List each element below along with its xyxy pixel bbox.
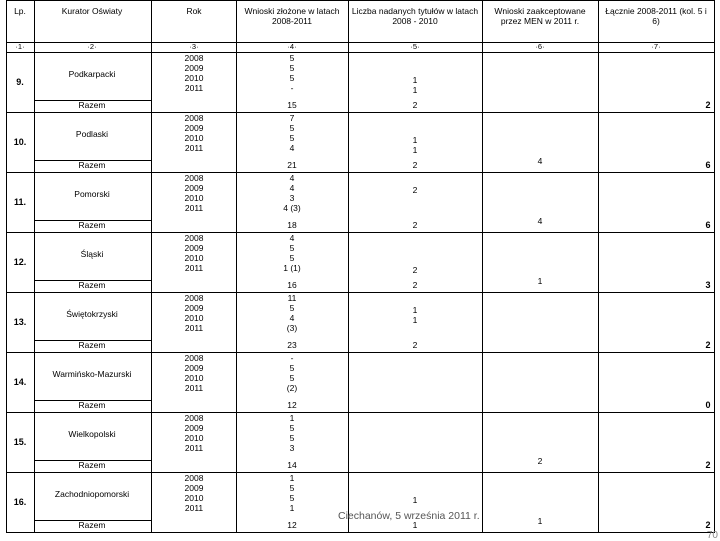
column-border <box>151 0 152 532</box>
column-border <box>34 0 35 532</box>
year-cell: 2009 <box>184 63 204 73</box>
razem-label: Razem <box>78 280 106 290</box>
region-lp: 9. <box>16 77 24 87</box>
granted-cell: 1 <box>412 305 418 315</box>
region-lp: 12. <box>13 257 27 267</box>
total-cell: 0 <box>705 400 711 410</box>
year-cell: 2010 <box>184 133 204 143</box>
column-border <box>598 0 599 532</box>
region-lp: 11. <box>13 197 27 207</box>
granted-sum-cell: 2 <box>412 340 418 350</box>
razem-label: Razem <box>78 220 106 230</box>
year-cell: 2009 <box>184 183 204 193</box>
submitted-cell: 5 <box>289 253 295 263</box>
column-border <box>236 0 237 532</box>
column-number: ·4· <box>287 42 297 51</box>
accepted-cell: 2 <box>537 456 543 466</box>
column-number: ·2· <box>87 42 97 51</box>
year-cell: 2008 <box>184 473 204 483</box>
region-bottom-border <box>6 232 715 233</box>
column-number: ·6· <box>535 42 545 51</box>
accepted-cell: 1 <box>537 276 543 286</box>
column-number: ·3· <box>189 42 199 51</box>
granted-cell: 1 <box>412 135 418 145</box>
submitted-cell: 11 <box>287 293 297 303</box>
razem-label: Razem <box>78 460 106 470</box>
year-cell: 2011 <box>184 83 204 93</box>
number-row-bottom-border <box>6 52 715 53</box>
year-cell: 2008 <box>184 353 204 363</box>
submitted-cell: 4 <box>289 233 295 243</box>
submitted-cell: 1 (1) <box>283 263 301 273</box>
year-cell: 2010 <box>184 253 204 263</box>
submitted-cell: 4 <box>289 173 295 183</box>
region-name: Zachodniopomorski <box>54 489 130 499</box>
column-number: ·7· <box>651 42 661 51</box>
granted-sum-cell: 2 <box>412 280 418 290</box>
region-lp: 14. <box>13 377 27 387</box>
submitted-sum-cell: 14 <box>287 460 297 470</box>
year-cell: 2009 <box>184 243 204 253</box>
granted-cell: 1 <box>412 495 418 505</box>
year-cell: 2011 <box>184 323 204 333</box>
year-cell: 2010 <box>184 493 204 503</box>
year-cell: 2010 <box>184 313 204 323</box>
submitted-sum-cell: 18 <box>287 220 297 230</box>
granted-sum-cell: 2 <box>412 160 418 170</box>
total-cell: 2 <box>705 520 711 530</box>
column-number: ·1· <box>15 42 25 51</box>
year-cell: 2008 <box>184 413 204 423</box>
region-name: Śląski <box>80 249 104 259</box>
column-border <box>482 0 483 532</box>
submitted-cell: 5 <box>289 493 295 503</box>
submitted-cell: 1 <box>289 473 295 483</box>
granted-cell: 1 <box>412 145 418 155</box>
year-cell: 2011 <box>184 443 204 453</box>
column-number: ·5· <box>410 42 420 51</box>
region-lp: 10. <box>13 137 27 147</box>
region-name: Podkarpacki <box>68 69 116 79</box>
region-bottom-border <box>6 172 715 173</box>
total-cell: 2 <box>705 100 711 110</box>
year-cell: 2009 <box>184 363 204 373</box>
region-name: Podlaski <box>75 129 109 139</box>
total-cell: 6 <box>705 220 711 230</box>
accepted-cell: 4 <box>537 216 543 226</box>
granted-cell: 1 <box>412 85 418 95</box>
submitted-cell: - <box>290 353 294 363</box>
year-cell: 2010 <box>184 73 204 83</box>
granted-sum-cell: 1 <box>412 520 418 530</box>
column-header: Liczba nadanych tytułów w latach 2008 - 2010 <box>351 6 479 26</box>
granted-sum-cell: 2 <box>412 220 418 230</box>
submitted-sum-cell: 16 <box>287 280 297 290</box>
submitted-sum-cell: 12 <box>287 520 297 530</box>
column-border <box>6 0 7 532</box>
submitted-cell: 5 <box>289 433 295 443</box>
submitted-sum-cell: 15 <box>287 100 297 110</box>
year-cell: 2011 <box>184 263 204 273</box>
year-cell: 2009 <box>184 123 204 133</box>
column-border <box>348 0 349 532</box>
region-lp: 13. <box>13 317 27 327</box>
region-lp: 16. <box>13 497 27 507</box>
year-cell: 2009 <box>184 483 204 493</box>
column-border <box>714 0 715 532</box>
region-name: Warmińsko-Mazurski <box>52 369 132 379</box>
submitted-cell: 4 (3) <box>283 203 301 213</box>
submitted-cell: 1 <box>289 503 295 513</box>
submitted-cell: 5 <box>289 73 295 83</box>
submitted-cell: 5 <box>289 243 295 253</box>
table-top-border <box>6 0 715 1</box>
accepted-cell: 4 <box>537 156 543 166</box>
submitted-cell: 1 <box>289 413 295 423</box>
year-cell: 2010 <box>184 373 204 383</box>
submitted-cell: 3 <box>289 193 295 203</box>
submitted-sum-cell: 12 <box>287 400 297 410</box>
year-cell: 2008 <box>184 173 204 183</box>
year-cell: 2010 <box>184 433 204 443</box>
razem-label: Razem <box>78 400 106 410</box>
column-header: Wnioski złożone w latach 2008-2011 <box>244 6 340 26</box>
granted-cell: 1 <box>412 315 418 325</box>
footer-place-date: Ciechanów, 5 września 2011 r. <box>338 510 480 522</box>
submitted-cell: 5 <box>289 423 295 433</box>
year-cell: 2009 <box>184 303 204 313</box>
granted-sum-cell: 2 <box>412 100 418 110</box>
submitted-cell: 3 <box>289 443 295 453</box>
submitted-cell: (2) <box>286 383 298 393</box>
year-cell: 2010 <box>184 193 204 203</box>
year-cell: 2011 <box>184 143 204 153</box>
document-table <box>6 0 714 532</box>
year-cell: 2011 <box>184 503 204 513</box>
year-cell: 2008 <box>184 233 204 243</box>
submitted-cell: 4 <box>289 183 295 193</box>
granted-cell: 1 <box>412 75 418 85</box>
submitted-cell: 4 <box>289 143 295 153</box>
total-cell: 2 <box>705 460 711 470</box>
total-cell: 3 <box>705 280 711 290</box>
submitted-cell: 5 <box>289 373 295 383</box>
submitted-cell: 5 <box>289 483 295 493</box>
year-cell: 2011 <box>184 203 204 213</box>
year-cell: 2008 <box>184 293 204 303</box>
column-header: Kurator Oświaty <box>61 6 123 16</box>
total-cell: 6 <box>705 160 711 170</box>
submitted-cell: - <box>290 83 294 93</box>
region-bottom-border <box>6 352 715 353</box>
year-cell: 2009 <box>184 423 204 433</box>
razem-label: Razem <box>78 160 106 170</box>
razem-label: Razem <box>78 520 106 530</box>
granted-cell: 2 <box>412 265 418 275</box>
region-lp: 15. <box>13 437 27 447</box>
total-cell: 2 <box>705 340 711 350</box>
header-bottom-border <box>6 42 715 43</box>
accepted-cell: 1 <box>537 516 543 526</box>
submitted-sum-cell: 23 <box>287 340 297 350</box>
submitted-cell: 5 <box>289 363 295 373</box>
year-cell: 2011 <box>184 383 204 393</box>
column-header: Rok <box>186 6 202 16</box>
page-number: 70 <box>706 530 718 541</box>
razem-label: Razem <box>78 100 106 110</box>
region-bottom-border <box>6 292 715 293</box>
submitted-cell: 7 <box>289 113 295 123</box>
region-bottom-border <box>6 472 715 473</box>
region-bottom-border <box>6 412 715 413</box>
region-bottom-border <box>6 532 715 533</box>
submitted-cell: 5 <box>289 53 295 63</box>
column-header: Lp. <box>14 6 26 16</box>
column-header: Wnioski zaakceptowane przez MEN w 2011 r. <box>494 6 586 26</box>
submitted-cell: 5 <box>289 63 295 73</box>
submitted-cell: 5 <box>289 133 295 143</box>
submitted-cell: 5 <box>289 303 295 313</box>
razem-label: Razem <box>78 340 106 350</box>
region-bottom-border <box>6 112 715 113</box>
submitted-cell: 5 <box>289 123 295 133</box>
submitted-sum-cell: 21 <box>287 160 297 170</box>
year-cell: 2008 <box>184 53 204 63</box>
granted-cell: 2 <box>412 185 418 195</box>
year-cell: 2008 <box>184 113 204 123</box>
region-name: Pomorski <box>74 189 110 199</box>
region-name: Wielkopolski <box>68 429 116 439</box>
submitted-cell: (3) <box>286 323 298 333</box>
submitted-cell: 4 <box>289 313 295 323</box>
column-header: Łącznie 2008-2011 (kol. 5 i 6) <box>605 6 707 26</box>
region-name: Świętokrzyski <box>66 309 118 319</box>
